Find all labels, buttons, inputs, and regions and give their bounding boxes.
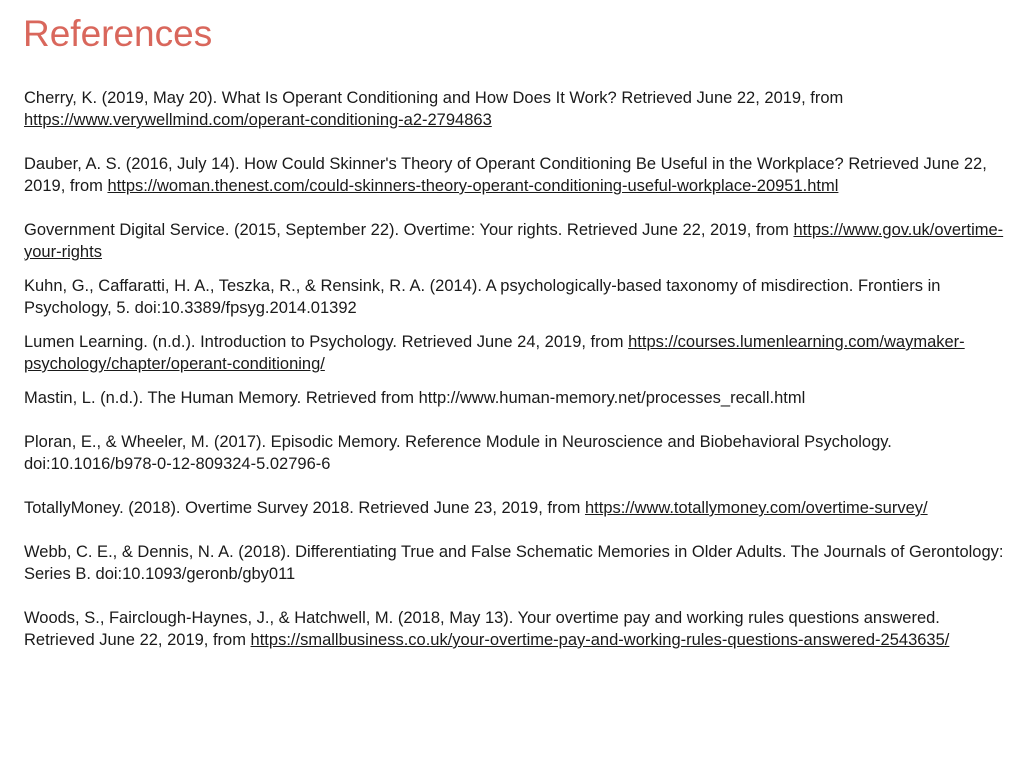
reference-item [24,541,1014,585]
reference-link[interactable]: https://woman.thenest.com/could-skinners-theory-operant-conditioning-useful-workplace-20951.html [107,177,839,195]
reference-item [24,219,1014,263]
reference-list [24,87,1014,651]
reference-item [24,275,1014,319]
reference-text: Lumen Learning. (n.d.). Introduction to Psychology. Retrieved June 24, 2019, from [24,333,629,351]
reference-item [24,387,1014,409]
reference-link[interactable]: https://courses.lumenlearning.com/waymaker-psychology/chapter/operant-conditioning/ [24,333,965,373]
reference-text: Mastin, L. (n.d.). The Human Memory. Retrieved from http://www.human-memory.net/processes_recall.html [24,389,806,407]
reference-item [24,153,1014,197]
reference-text: Woods, S., Fairclough-Haynes, J., & Hatchwell, M. (2018, May 13). Your overtime pay and working rules questions answered. Retrieved June 22, 2019, from [24,609,940,649]
reference-link[interactable]: https://www.gov.uk/overtime-your-rights [24,221,1004,261]
reference-item [24,331,1014,375]
reference-item [24,497,1014,519]
reference-text: TotallyMoney. (2018). Overtime Survey 2018. Retrieved June 23, 2019, from [24,499,585,517]
reference-link[interactable]: https://www.verywellmind.com/operant-conditioning-a2-2794863 [24,111,492,129]
slide-title: References [23,13,213,54]
reference-text: Dauber, A. S. (2016, July 14). How Could Skinner's Theory of Operant Conditioning Be Useful in the Workplace? Retrieved June 22, 2019, from [24,155,987,195]
reference-item [24,607,1014,651]
reference-text: Ploran, E., & Wheeler, M. (2017). Episodic Memory. Reference Module in Neuroscience and Biobehavioral Psychology. doi:10.1016/b978-0-12-809324-5.02796-6 [24,433,892,473]
reference-link[interactable]: https://www.totallymoney.com/overtime-survey/ [584,499,928,517]
reference-item [24,431,1014,475]
reference-link[interactable]: https://smallbusiness.co.uk/your-overtime-pay-and-working-rules-questions-answered-2543635/ [250,631,950,649]
reference-item [24,87,1014,131]
reference-text: Cherry, K. (2019, May 20). What Is Operant Conditioning and How Does It Work? Retrieved June 22, 2019, from [24,89,844,107]
reference-text: Webb, C. E., & Dennis, N. A. (2018). Differentiating True and False Schematic Memories in Older Adults. The Journals of Gerontology: Series B. doi:10.1093/geronb/gby011 [24,543,1004,583]
reference-text: Kuhn, G., Caffaratti, H. A., Teszka, R., & Rensink, R. A. (2014). A psychologically-based taxonomy of misdirection. Frontiers in Psychology, 5. doi:10.3389/fpsyg.2014.01392 [24,277,941,317]
reference-text: Government Digital Service. (2015, September 22). Overtime: Your rights. Retrieved June 22, 2019, from [24,221,794,239]
